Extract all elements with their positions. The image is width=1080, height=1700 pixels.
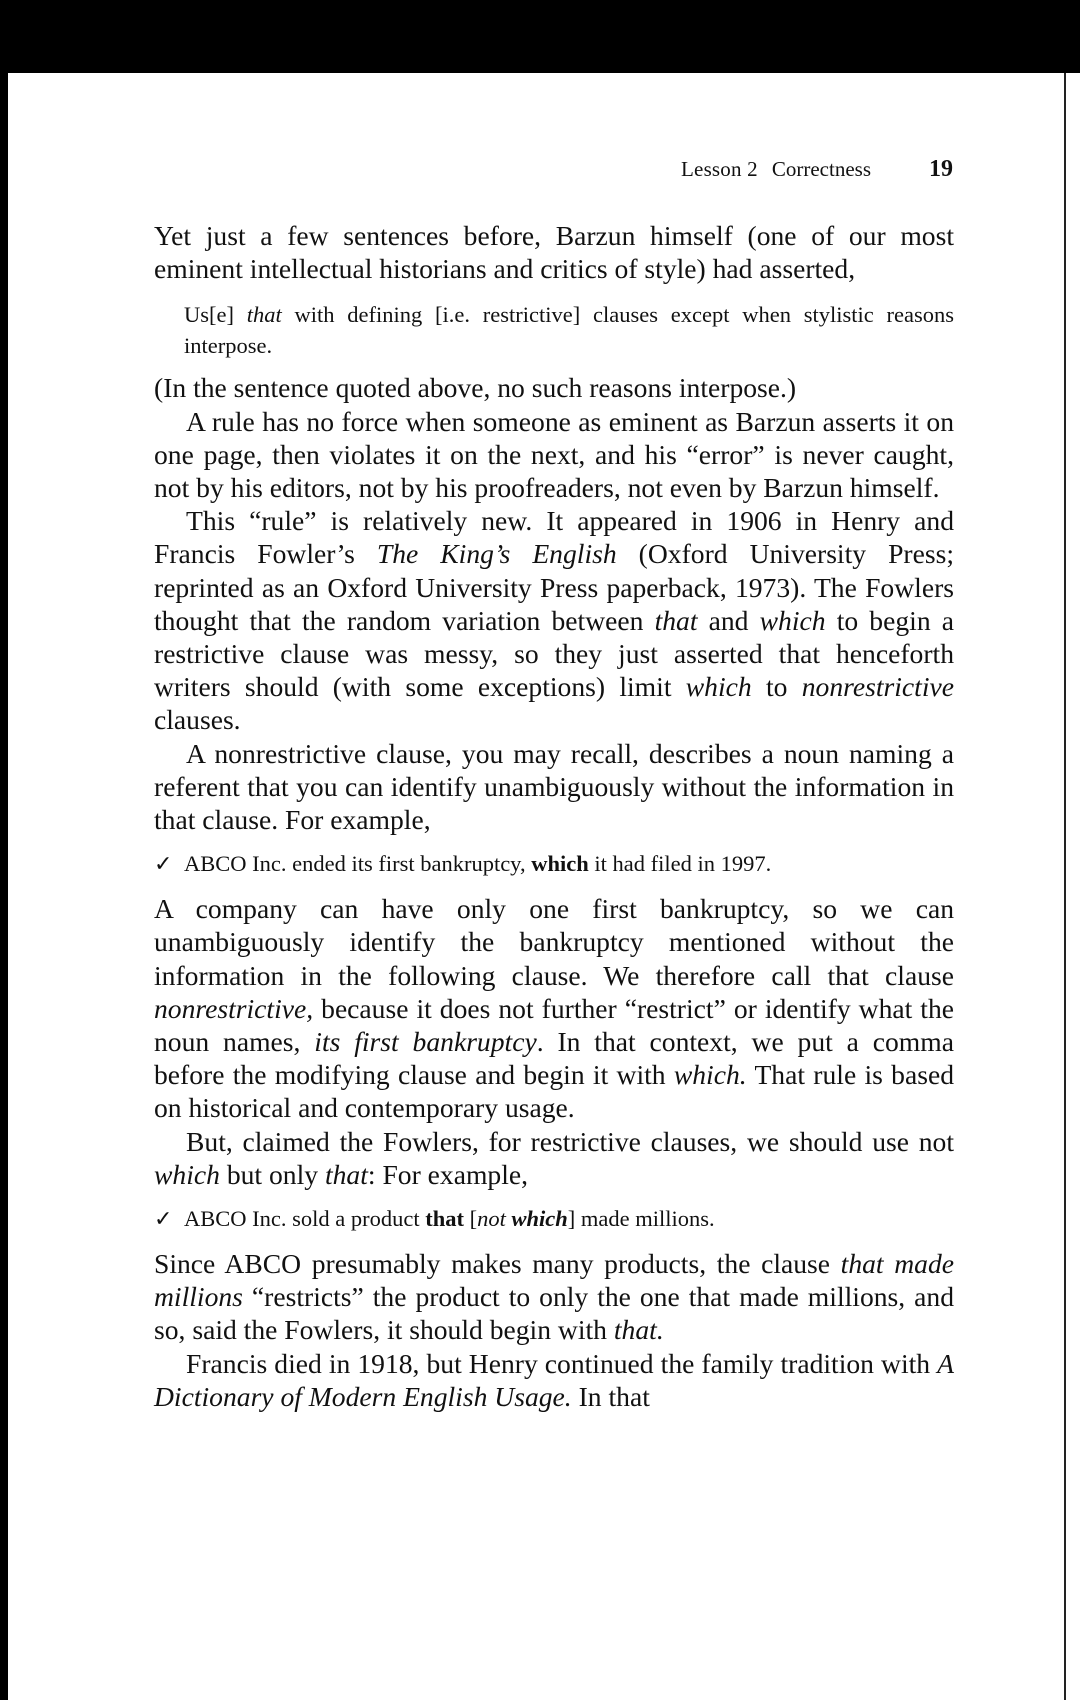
- paragraph-3: A rule has no force when someone as eminent as Barzun asserts it on one page, then violates it on the next, and his “error” is never caught, not by his editors, not by his proofreaders, not even by Barzun himself.: [154, 405, 954, 504]
- paragraph-1: Yet just a few sentences before, Barzun himself (one of our most eminent intellectual historians and critics of style) had asserted,: [154, 220, 954, 285]
- paragraph-9: Francis died in 1918, but Henry continued the family tradition with A Dictionary of Modern English Usage. In that: [154, 1347, 954, 1412]
- book-page: [8, 73, 1080, 1700]
- paragraph-2: (In the sentence quoted above, no such reasons interpose.): [154, 372, 797, 404]
- page-edge-line: [1064, 73, 1066, 1700]
- example-sentence-1: ✓ ABCO Inc. ended its first bankruptcy, which it had filed in 1997.: [154, 849, 954, 880]
- paragraph-7: But, claimed the Fowlers, for restrictive clauses, we should use not which but only that: For example,: [154, 1125, 954, 1190]
- checkmark-icon: ✓: [154, 1207, 173, 1233]
- paragraph-5: A nonrestrictive clause, you may recall, describes a noun naming a referent that you can identify unambiguously without the information in that clause. For example,: [154, 737, 954, 836]
- body-text: [154, 219, 954, 1413]
- paragraph-6: A company can have only one first bankruptcy, so we can unambiguously identify the bankruptcy mentioned without the information in the following clause. We therefore call that clause nonrestrictive, because it does not further “restrict” or identify what the noun names, its first bankruptcy. In that context, we put a comma before the modifying clause and begin it with which. That rule is based on historical and contemporary usage.: [154, 893, 954, 1124]
- example-sentence-2: ✓ ABCO Inc. sold a product that [not which] made millions.: [154, 1204, 954, 1235]
- paragraph-4: This “rule” is relatively new. It appeared in 1906 in Henry and Francis Fowler’s The King’s English (Oxford University Press; reprinted as an Oxford University Press paperback, 1973). The Fowlers thought that the random variation between that and which to begin a restrictive clause was messy, so they just asserted that henceforth writers should (with some exceptions) limit which to nonrestrictive clauses.: [154, 505, 955, 736]
- paragraph-8: Since ABCO presumably makes many products, the clause that made millions “restricts” the product to only the one that made millions, and so, said the Fowlers, it should begin with that.: [154, 1248, 954, 1346]
- lesson-label: Lesson 2: [681, 157, 758, 181]
- running-header: [8, 155, 953, 183]
- checkmark-icon: ✓: [154, 852, 173, 878]
- page-number: 19: [929, 156, 953, 182]
- block-quote: Us[e] that with defining [i.e. restrictive] clauses except when stylistic reasons interpose.: [184, 302, 954, 359]
- chapter-title: Correctness: [771, 157, 871, 181]
